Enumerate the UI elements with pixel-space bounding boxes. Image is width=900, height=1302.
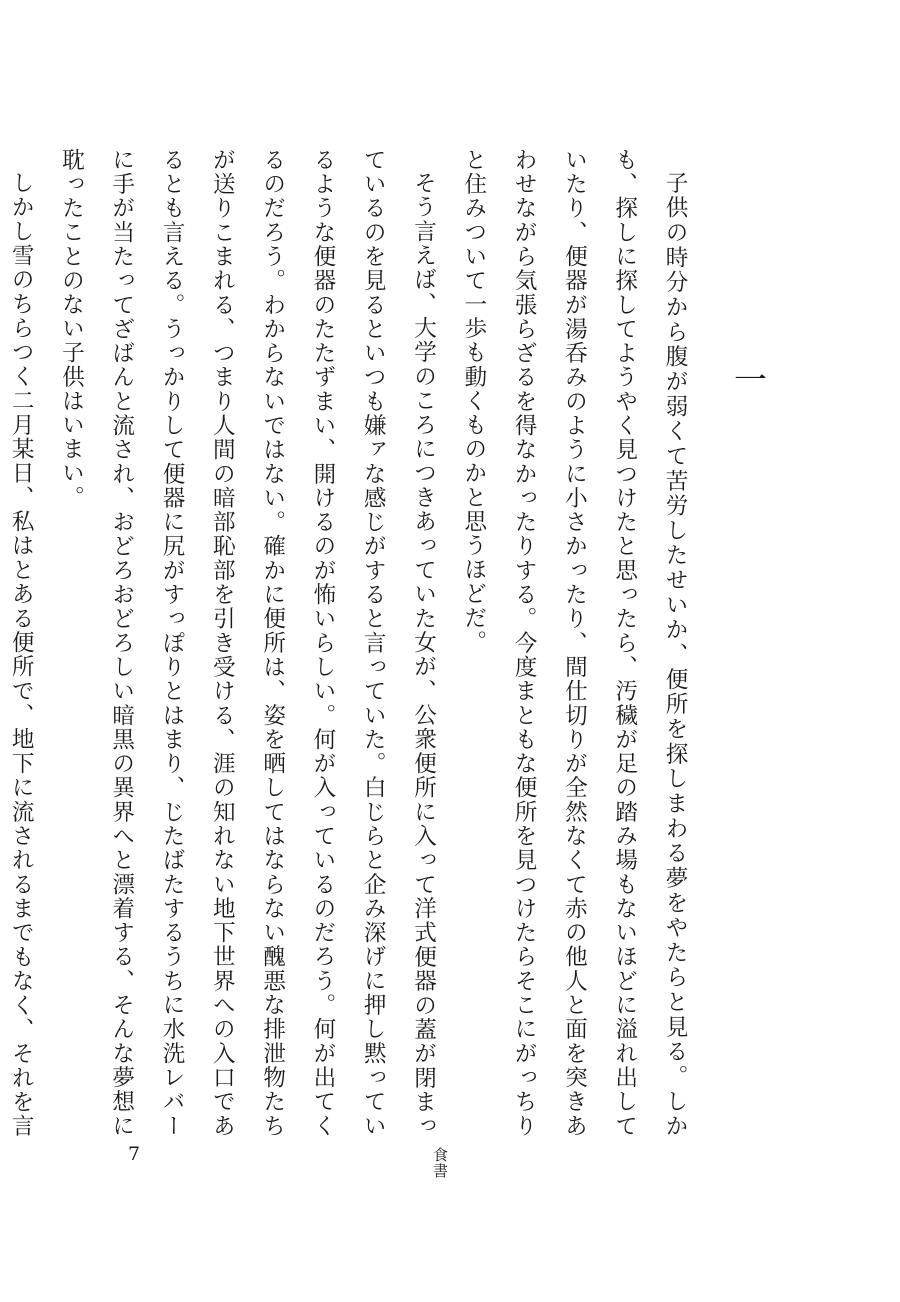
body-text bbox=[0, 148, 700, 1138]
paragraph: 子供の時分から腹が弱くて苦労したせいか、便所を探しまわる夢をやたらと見る。しかも、探しに探してようやく見つけたと思ったら、汚穢が足の踏み場もないほどに溢れ出していたり、便器が湯呑みのように小さかったり、間仕切りが全然なくて赤の他人と面を突きあわせながら気張らざるを得なかったりする。今度まともな便所を見つけたらそこにがっちりと住みついて一歩も動くものかと思うほどだ。 bbox=[460, 148, 688, 1138]
page-number: 7 bbox=[128, 1143, 141, 1165]
paragraph: しかし雪のちらつく二月某日、私はとある便所で、地下に流されるまでもなく、それを言 bbox=[8, 170, 35, 1138]
running-title: 食書 bbox=[431, 1147, 449, 1179]
paragraph: そう言えば、大学のころにつきあっていた女が、公衆便所に入って洋式便器の蓋が閉まっているのを見るといつも嫌ァな感じがすると言っていた。白じらと企み深げに押し黙っているような便器のたたずまい、開けるのが怖いらしい。何が入っているのだろう。何が出てくるのだろう。わからないではない。確かに便所は、姿を晒してはならない醜悪な排泄物たちが送りこまれる、つまり人間の暗部恥部を引き受ける、涯の知れない地下世界への入口であるとも言える。うっかりして便器に尻がすっぽりとはまり、じたばたするうちに水洗レバーに手が当たってざばんと流され、おどろおどろしい暗黒の異界へと漂着する、そんな夢想に耽ったことのない子供はいまい。 bbox=[58, 148, 437, 1138]
chapter-heading: 一 bbox=[729, 362, 768, 395]
